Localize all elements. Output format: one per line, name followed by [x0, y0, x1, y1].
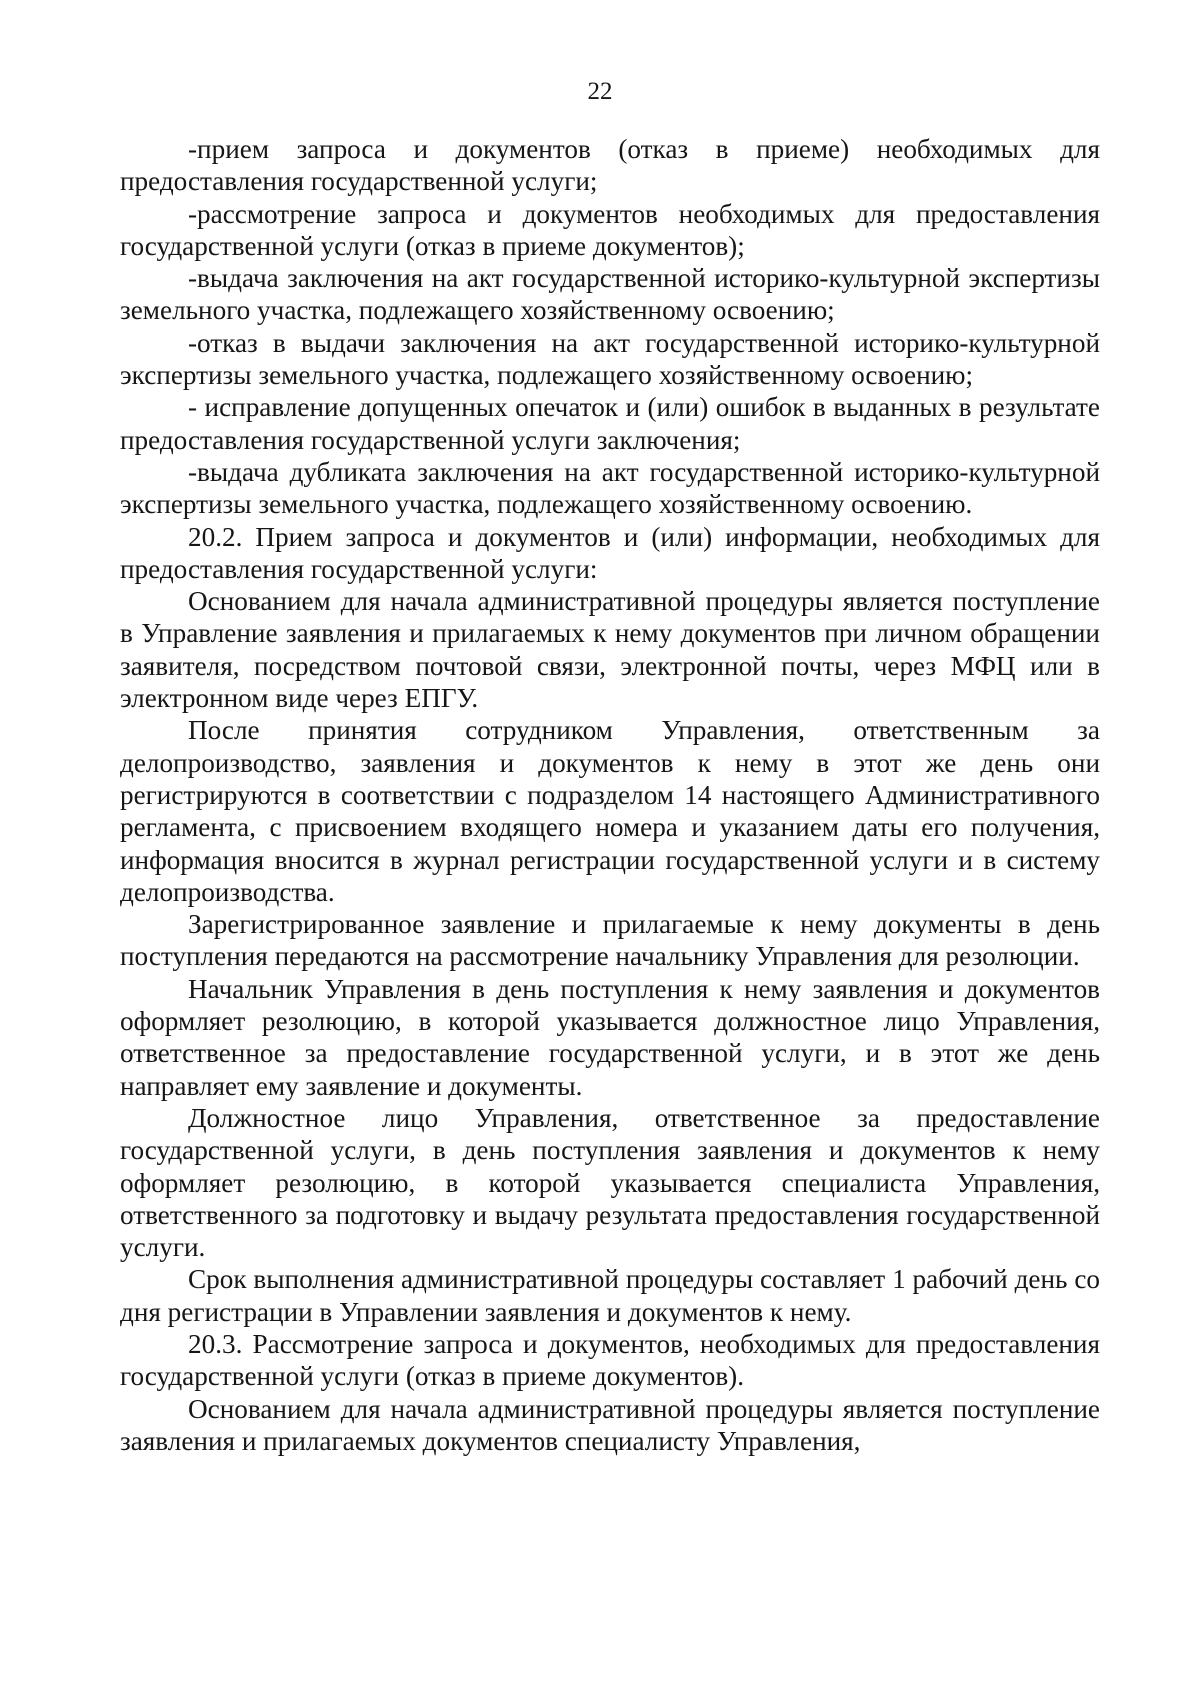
list-item-conclusion-issue: -выдача заключения на акт государственной историко-культурной экспертизы земельного участка, подлежащего хозяйственному освоению; [120, 263, 1100, 326]
section-heading-20-2: 20.2. Прием запроса и документов и (или) информации, необходимых для предоставления государственной услуги: [120, 521, 1100, 584]
document-body [120, 133, 1100, 1457]
list-item-error-correction: - исправление допущенных опечаток и (или) ошибок в выданных в результате предоставления государственной услуги заключения; [120, 392, 1100, 455]
paragraph-term: Срок выполнения административной процедуры составляет 1 рабочий день со дня регистрации в Управлении заявления и документов к нему. [120, 1264, 1100, 1327]
list-item-duplicate-issue: -выдача дубликата заключения на акт государственной историко-культурной экспертизы земельного участка, подлежащего хозяйственному освоению. [120, 456, 1100, 520]
list-item-request-review: -рассмотрение запроса и документов необходимых для предоставления государственной услуги (отказ в приеме документов); [120, 198, 1100, 261]
paragraph-basis-review: Основанием для начала административной процедуры является поступление заявления и прилагаемых документов специалисту Управления, [120, 1393, 1100, 1456]
paragraph-official-resolution: Должностное лицо Управления, ответственное за предоставление государственной услуги, в день поступления заявления и документов к нему оформляет резолюцию, в которой указывается специалиста Управления, ответственного за подготовку и выдачу результата предоставления государственной услуги. [120, 1102, 1100, 1263]
paragraph-head-resolution: Начальник Управления в день поступления к нему заявления и документов оформляет резолюцию, в которой указывается должностное лицо Управления, ответственное за предоставление государственной услуги, и в этот же день направляет ему заявление и документы. [120, 973, 1100, 1101]
page-number: 22 [587, 78, 613, 105]
paragraph-basis: Основанием для начала административной процедуры является поступление в Управление заявления и прилагаемых к нему документов при личном обращении заявителя, посредством почтовой связи, электронной почты, через МФЦ или в электронном виде через ЕПГУ. [120, 586, 1100, 714]
paragraph-transfer: Зарегистрированное заявление и прилагаемые к нему документы в день поступления передаются на рассмотрение начальнику Управления для резолюции. [120, 909, 1100, 972]
section-heading-20-3: 20.3. Рассмотрение запроса и документов, необходимых для предоставления государственной услуги (отказ в приеме документов). [120, 1328, 1100, 1392]
list-item-request-intake: -прием запроса и документов (отказ в приеме) необходимых для предоставления государственной услуги; [120, 134, 1100, 197]
paragraph-registration: После принятия сотрудником Управления, ответственным за делопроизводство, заявления и документов к нему в этот же день они регистрируются в соответствии с подразделом 14 настоящего Административного регламента, с присвоением входящего номера и указанием даты его получения, информация вносится в журнал регистрации государственной услуги и в систему делопроизводства. [120, 715, 1100, 907]
list-item-conclusion-refusal: -отказ в выдачи заключения на акт государственной историко-культурной экспертизы земельного участка, подлежащего хозяйственному освоению; [120, 327, 1100, 391]
